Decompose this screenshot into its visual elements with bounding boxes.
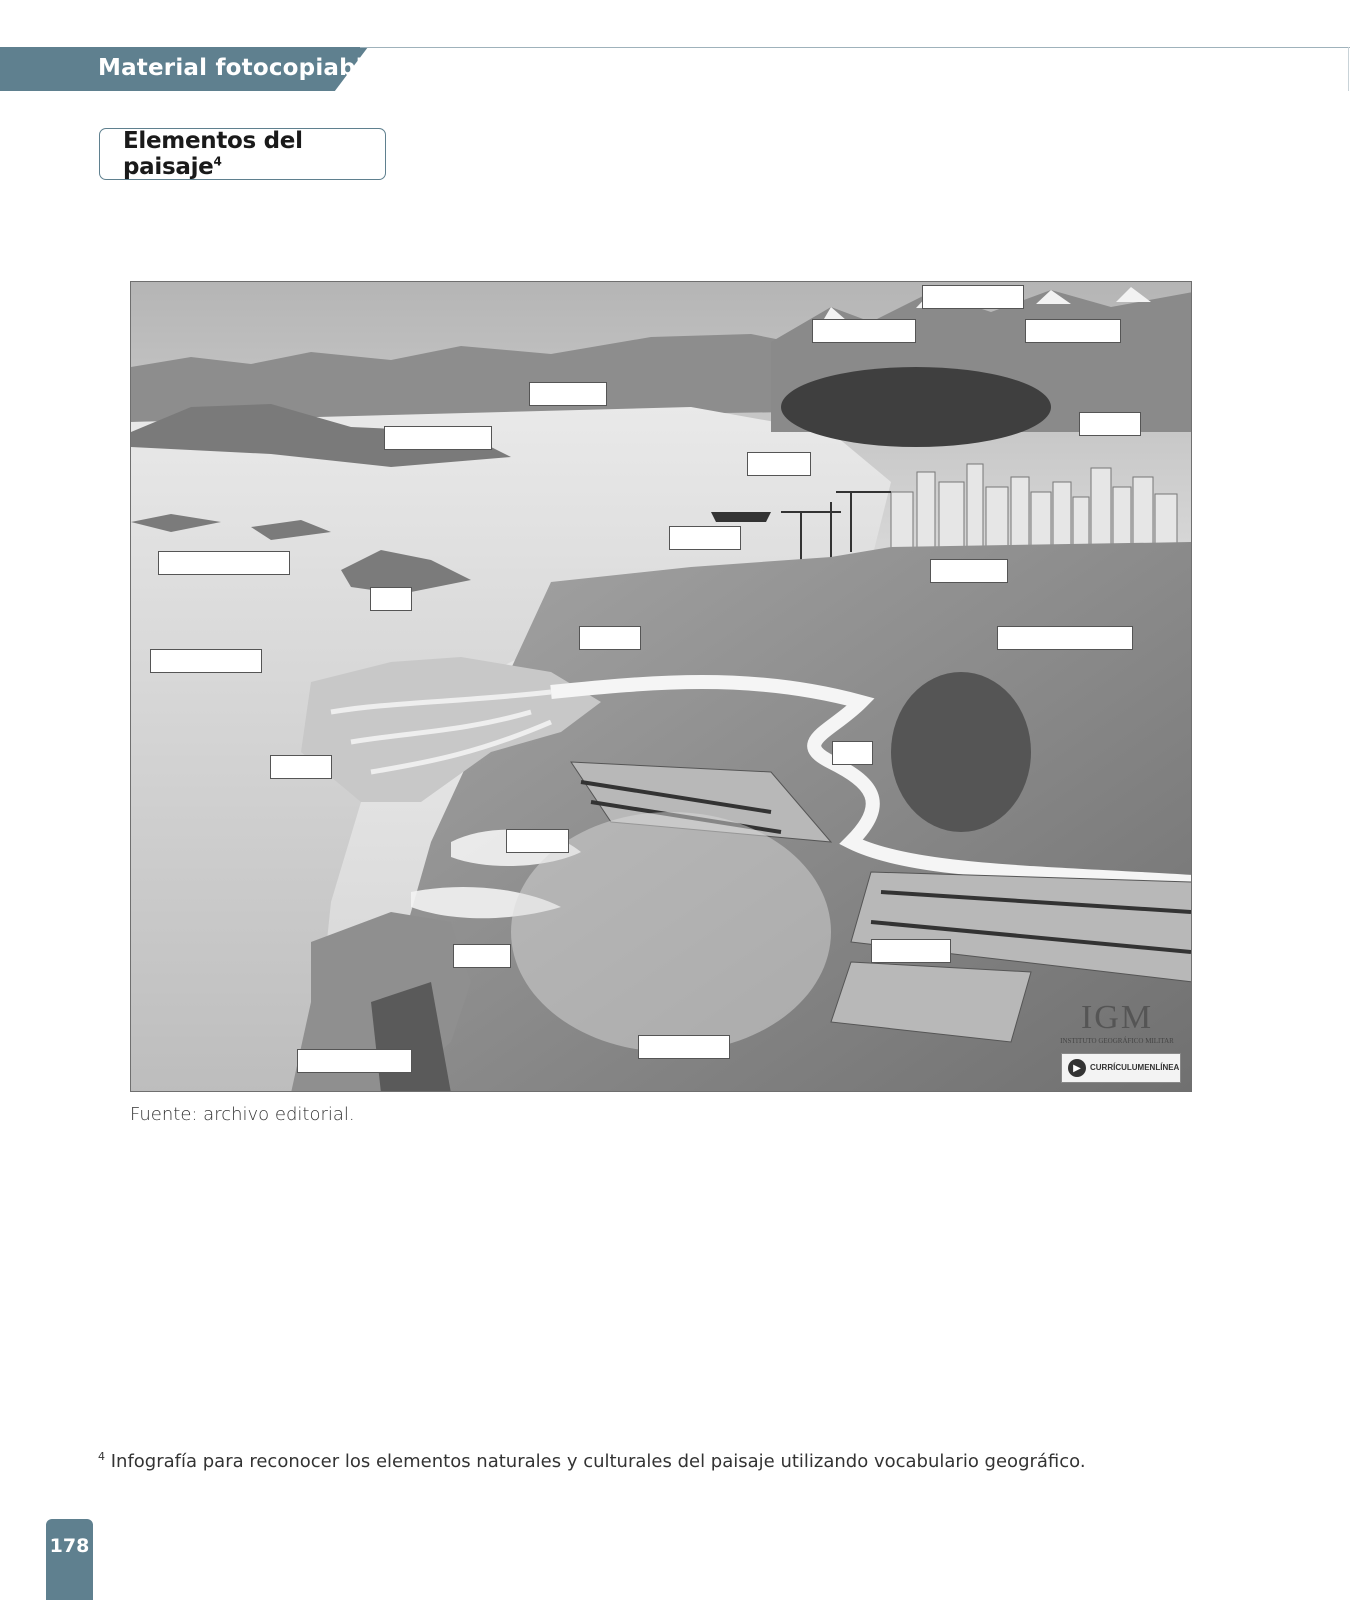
label-blank-11[interactable] [370,587,412,611]
section-title-text: Elementos del paisaje [123,128,303,180]
footnote-text: Infografía para reconocer los elementos naturales y culturales del paisaje utilizando vocabulario geográfico. [110,1451,1086,1472]
header-divider [360,47,1350,48]
igm-logo-text: IGM [1080,999,1154,1036]
label-blank-4[interactable] [529,382,607,406]
page-number: 178 [49,1535,90,1557]
label-blank-16[interactable] [270,755,332,779]
label-blank-19[interactable] [453,944,511,968]
label-blank-17[interactable] [506,829,569,853]
label-blank-2[interactable] [812,319,916,343]
label-blank-9[interactable] [158,551,290,575]
label-blank-15[interactable] [832,741,873,765]
label-blank-18[interactable] [871,939,951,963]
curriculum-badge [1061,1053,1181,1083]
landscape-infographic [130,281,1192,1092]
footnote [98,1450,1086,1472]
forest [781,367,1051,447]
label-blank-12[interactable] [579,626,641,650]
igm-logo-subtitle: INSTITUTO GEOGRÁFICO MILITAR [1060,1037,1174,1045]
label-blank-1[interactable] [922,285,1024,309]
label-blank-21[interactable] [297,1049,412,1073]
page-number-tab [46,1519,93,1600]
section-title-box [99,128,386,180]
label-blank-8[interactable] [669,526,741,550]
label-blank-7[interactable] [747,452,811,476]
play-icon: ▶ [1068,1059,1086,1077]
section-title [123,128,385,180]
label-blank-13[interactable] [997,626,1133,650]
footnote-reference: 4 [213,154,222,169]
orchard [891,672,1031,832]
label-blank-10[interactable] [930,559,1008,583]
curriculum-badge-text: CURRÍCULUMENLÍNEA [1090,1062,1180,1072]
label-blank-20[interactable] [638,1035,730,1059]
label-blank-6[interactable] [384,426,492,450]
figure-caption: Fuente: archivo editorial. [130,1104,355,1125]
header-divider-end [1348,47,1349,91]
landscape-illustration [131,282,1192,1092]
footnote-marker: 4 [98,1450,105,1463]
label-blank-14[interactable] [150,649,262,673]
ship [711,512,771,522]
igm-logo [1057,999,1177,1045]
label-blank-5[interactable] [1079,412,1141,436]
header-title: Material fotocopiable [98,55,380,81]
label-blank-3[interactable] [1025,319,1121,343]
